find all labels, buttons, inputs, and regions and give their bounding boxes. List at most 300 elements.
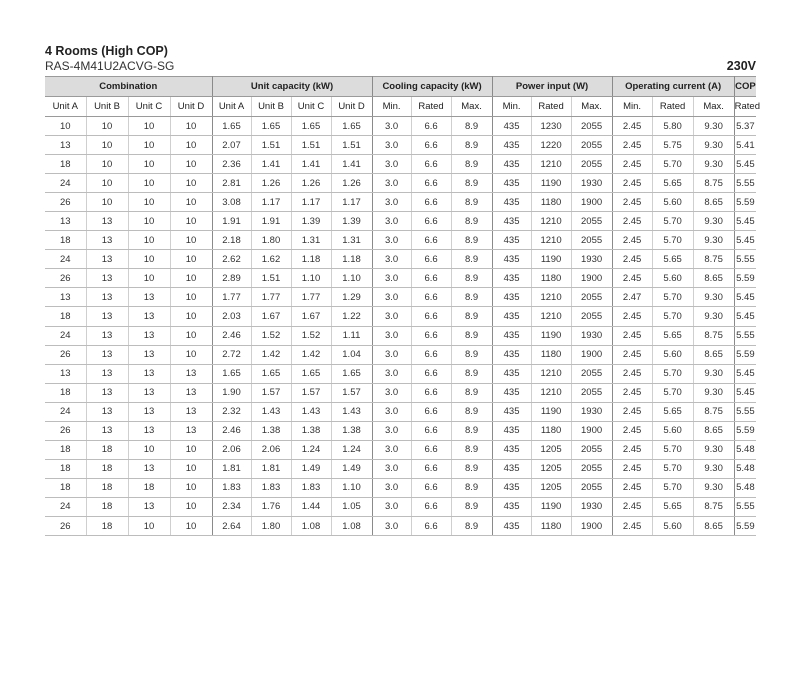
table-cell: 8.9 — [451, 345, 492, 364]
table-cell: 8.9 — [451, 421, 492, 440]
table-cell: 6.6 — [411, 459, 451, 478]
table-cell: 1230 — [531, 117, 571, 136]
table-cell: 2.62 — [212, 250, 251, 269]
table-cell: 3.0 — [372, 174, 411, 193]
table-cell: 5.70 — [652, 288, 693, 307]
table-cell: 435 — [492, 250, 531, 269]
table-cell: 5.45 — [734, 231, 756, 250]
table-cell: 8.75 — [693, 497, 734, 516]
table-cell: 2.07 — [212, 136, 251, 155]
table-cell: 1.90 — [212, 383, 251, 402]
table-cell: 1.44 — [291, 497, 331, 516]
table-cell: 24 — [45, 250, 86, 269]
table-cell: 6.6 — [411, 402, 451, 421]
table-cell: 5.55 — [734, 497, 756, 516]
table-cell: 3.0 — [372, 421, 411, 440]
table-cell: 6.6 — [411, 269, 451, 288]
table-cell: 8.9 — [451, 326, 492, 345]
table-cell: 18 — [45, 231, 86, 250]
column-header: Max. — [693, 97, 734, 117]
table-cell: 5.55 — [734, 174, 756, 193]
table-cell: 13 — [128, 421, 170, 440]
table-cell: 13 — [170, 383, 212, 402]
table-cell: 2055 — [571, 155, 612, 174]
table-cell: 10 — [170, 459, 212, 478]
table-cell: 13 — [45, 136, 86, 155]
table-cell: 10 — [128, 174, 170, 193]
table-cell: 5.65 — [652, 174, 693, 193]
table-cell: 2.45 — [612, 440, 652, 459]
table-cell: 2.45 — [612, 136, 652, 155]
table-cell: 5.70 — [652, 212, 693, 231]
table-cell: 3.0 — [372, 307, 411, 326]
table-cell: 10 — [170, 250, 212, 269]
table-cell: 13 — [86, 250, 128, 269]
table-cell: 8.9 — [451, 364, 492, 383]
table-cell: 435 — [492, 155, 531, 174]
column-header-row — [45, 97, 756, 117]
table-cell: 8.65 — [693, 269, 734, 288]
table-cell: 5.55 — [734, 326, 756, 345]
column-header: Min. — [612, 97, 652, 117]
table-cell: 8.75 — [693, 250, 734, 269]
table-cell: 5.60 — [652, 345, 693, 364]
table-cell: 1.81 — [251, 459, 291, 478]
table-cell: 6.6 — [411, 478, 451, 497]
table-cell: 2.45 — [612, 516, 652, 535]
table-cell: 435 — [492, 193, 531, 212]
table-cell: 9.30 — [693, 155, 734, 174]
table-cell: 8.65 — [693, 193, 734, 212]
table-cell: 1.05 — [331, 497, 372, 516]
table-cell: 5.45 — [734, 212, 756, 231]
table-cell: 5.70 — [652, 307, 693, 326]
column-header: Min. — [372, 97, 411, 117]
table-cell: 435 — [492, 174, 531, 193]
table-cell: 1.26 — [291, 174, 331, 193]
table-cell: 6.6 — [411, 307, 451, 326]
table-cell: 1.17 — [331, 193, 372, 212]
table-cell: 10 — [128, 250, 170, 269]
table-cell: 18 — [45, 307, 86, 326]
voltage-label: 230V — [726, 59, 756, 73]
table-cell: 2.45 — [612, 497, 652, 516]
table-cell: 3.0 — [372, 440, 411, 459]
table-cell: 1.43 — [291, 402, 331, 421]
table-cell: 8.65 — [693, 421, 734, 440]
table-cell: 18 — [45, 478, 86, 497]
table-cell: 1930 — [571, 174, 612, 193]
table-cell: 2055 — [571, 136, 612, 155]
table-cell: 5.70 — [652, 364, 693, 383]
table-cell: 13 — [86, 307, 128, 326]
table-cell: 1.08 — [331, 516, 372, 535]
table-cell: 3.0 — [372, 326, 411, 345]
table-cell: 5.65 — [652, 326, 693, 345]
table-cell: 2.45 — [612, 212, 652, 231]
table-cell: 8.65 — [693, 345, 734, 364]
table-cell: 2.45 — [612, 345, 652, 364]
table-cell: 10 — [170, 307, 212, 326]
table-cell: 6.6 — [411, 250, 451, 269]
table-cell: 8.9 — [451, 307, 492, 326]
table-row — [45, 383, 756, 402]
table-cell: 13 — [128, 364, 170, 383]
table-cell: 6.6 — [411, 136, 451, 155]
table-cell: 10 — [128, 231, 170, 250]
table-cell: 2.45 — [612, 421, 652, 440]
table-cell: 13 — [86, 326, 128, 345]
table-cell: 3.0 — [372, 402, 411, 421]
table-cell: 5.70 — [652, 231, 693, 250]
table-cell: 9.30 — [693, 212, 734, 231]
table-cell: 1.65 — [291, 117, 331, 136]
table-cell: 1.29 — [331, 288, 372, 307]
table-cell: 2.06 — [251, 440, 291, 459]
table-cell: 6.6 — [411, 155, 451, 174]
table-cell: 8.9 — [451, 383, 492, 402]
table-cell: 3.0 — [372, 516, 411, 535]
table-cell: 1.91 — [251, 212, 291, 231]
table-cell: 1.38 — [331, 421, 372, 440]
table-cell: 8.9 — [451, 288, 492, 307]
table-cell: 8.75 — [693, 174, 734, 193]
table-cell: 2055 — [571, 478, 612, 497]
table-cell: 6.6 — [411, 516, 451, 535]
table-cell: 1.51 — [331, 136, 372, 155]
table-cell: 13 — [86, 288, 128, 307]
table-cell: 5.48 — [734, 440, 756, 459]
table-cell: 5.59 — [734, 193, 756, 212]
table-cell: 26 — [45, 269, 86, 288]
table-cell: 5.80 — [652, 117, 693, 136]
table-cell: 3.0 — [372, 212, 411, 231]
table-cell: 435 — [492, 383, 531, 402]
table-cell: 1.65 — [291, 364, 331, 383]
table-cell: 1180 — [531, 345, 571, 364]
table-cell: 1190 — [531, 497, 571, 516]
table-cell: 3.0 — [372, 250, 411, 269]
group-header-cop: COP — [734, 77, 756, 97]
table-cell: 1.52 — [291, 326, 331, 345]
table-cell: 1.17 — [291, 193, 331, 212]
table-cell: 1.91 — [212, 212, 251, 231]
table-cell: 2.72 — [212, 345, 251, 364]
table-cell: 5.60 — [652, 269, 693, 288]
table-cell: 8.65 — [693, 516, 734, 535]
table-cell: 8.9 — [451, 231, 492, 250]
table-row — [45, 440, 756, 459]
table-cell: 1.51 — [251, 136, 291, 155]
table-cell: 1.65 — [251, 117, 291, 136]
table-cell: 435 — [492, 212, 531, 231]
table-cell: 2.03 — [212, 307, 251, 326]
table-cell: 3.0 — [372, 231, 411, 250]
table-cell: 5.55 — [734, 250, 756, 269]
table-cell: 1900 — [571, 516, 612, 535]
table-cell: 8.9 — [451, 212, 492, 231]
table-cell: 5.59 — [734, 516, 756, 535]
table-cell: 18 — [45, 459, 86, 478]
table-cell: 2055 — [571, 212, 612, 231]
table-cell: 1930 — [571, 326, 612, 345]
table-cell: 1.81 — [212, 459, 251, 478]
table-cell: 13 — [86, 364, 128, 383]
table-cell: 26 — [45, 421, 86, 440]
table-cell: 5.60 — [652, 193, 693, 212]
table-cell: 1930 — [571, 402, 612, 421]
table-cell: 1.52 — [251, 326, 291, 345]
table-cell: 8.9 — [451, 516, 492, 535]
table-cell: 1.42 — [291, 345, 331, 364]
table-cell: 5.55 — [734, 402, 756, 421]
table-cell: 13 — [170, 421, 212, 440]
table-cell: 13 — [170, 402, 212, 421]
table-row — [45, 193, 756, 212]
table-cell: 10 — [170, 136, 212, 155]
table-cell: 2055 — [571, 117, 612, 136]
table-cell: 3.0 — [372, 155, 411, 174]
table-cell: 13 — [128, 497, 170, 516]
group-header-operating-current: Operating current (A) — [612, 77, 734, 97]
column-header: Max. — [571, 97, 612, 117]
table-cell: 1210 — [531, 231, 571, 250]
table-cell: 1.51 — [291, 136, 331, 155]
table-cell: 2.34 — [212, 497, 251, 516]
table-cell: 10 — [86, 117, 128, 136]
table-cell: 1.11 — [331, 326, 372, 345]
table-cell: 26 — [45, 345, 86, 364]
table-cell: 3.0 — [372, 459, 411, 478]
table-cell: 10 — [170, 174, 212, 193]
table-cell: 10 — [170, 516, 212, 535]
table-cell: 1.39 — [291, 212, 331, 231]
table-cell: 1.17 — [251, 193, 291, 212]
table-cell: 1.57 — [291, 383, 331, 402]
table-cell: 3.0 — [372, 288, 411, 307]
table-cell: 9.30 — [693, 383, 734, 402]
table-cell: 2055 — [571, 231, 612, 250]
table-cell: 1.39 — [331, 212, 372, 231]
table-cell: 1.18 — [291, 250, 331, 269]
table-cell: 8.9 — [451, 136, 492, 155]
table-cell: 5.65 — [652, 497, 693, 516]
table-cell: 6.6 — [411, 364, 451, 383]
table-cell: 1.10 — [291, 269, 331, 288]
table-cell: 1.83 — [291, 478, 331, 497]
table-cell: 10 — [128, 212, 170, 231]
group-header-unit-capacity: Unit capacity (kW) — [212, 77, 372, 97]
table-cell: 435 — [492, 459, 531, 478]
table-cell: 10 — [170, 288, 212, 307]
table-cell: 1190 — [531, 174, 571, 193]
table-row — [45, 326, 756, 345]
table-cell: 1.38 — [291, 421, 331, 440]
table-cell: 1.65 — [331, 364, 372, 383]
column-header: Unit C — [128, 97, 170, 117]
table-cell: 10 — [170, 345, 212, 364]
table-cell: 1.67 — [251, 307, 291, 326]
table-cell: 8.9 — [451, 250, 492, 269]
table-cell: 5.70 — [652, 478, 693, 497]
table-cell: 435 — [492, 497, 531, 516]
table-row — [45, 269, 756, 288]
table-cell: 2.45 — [612, 326, 652, 345]
table-cell: 9.30 — [693, 440, 734, 459]
table-cell: 6.6 — [411, 231, 451, 250]
table-cell: 18 — [86, 440, 128, 459]
table-row — [45, 174, 756, 193]
table-cell: 5.65 — [652, 250, 693, 269]
table-cell: 1.83 — [251, 478, 291, 497]
table-cell: 5.45 — [734, 383, 756, 402]
table-row — [45, 364, 756, 383]
table-cell: 1.26 — [251, 174, 291, 193]
table-cell: 1180 — [531, 421, 571, 440]
table-cell: 1.24 — [331, 440, 372, 459]
table-cell: 10 — [170, 478, 212, 497]
table-cell: 1220 — [531, 136, 571, 155]
table-cell: 5.37 — [734, 117, 756, 136]
table-cell: 3.0 — [372, 478, 411, 497]
table-cell: 13 — [45, 212, 86, 231]
table-cell: 13 — [86, 345, 128, 364]
table-cell: 6.6 — [411, 421, 451, 440]
table-cell: 10 — [170, 117, 212, 136]
table-cell: 13 — [86, 421, 128, 440]
table-cell: 9.30 — [693, 307, 734, 326]
table-cell: 435 — [492, 345, 531, 364]
table-cell: 2055 — [571, 364, 612, 383]
table-cell: 1.10 — [331, 478, 372, 497]
table-cell: 6.6 — [411, 497, 451, 516]
table-cell: 435 — [492, 269, 531, 288]
table-cell: 1.65 — [331, 117, 372, 136]
table-cell: 13 — [128, 402, 170, 421]
table-cell: 10 — [170, 326, 212, 345]
table-cell: 2.45 — [612, 117, 652, 136]
column-header: Unit A — [45, 97, 86, 117]
table-cell: 13 — [45, 288, 86, 307]
table-cell: 10 — [128, 516, 170, 535]
table-cell: 5.75 — [652, 136, 693, 155]
table-cell: 6.6 — [411, 345, 451, 364]
table-cell: 9.30 — [693, 117, 734, 136]
table-cell: 8.9 — [451, 440, 492, 459]
table-cell: 1.18 — [331, 250, 372, 269]
table-cell: 1.42 — [251, 345, 291, 364]
table-cell: 8.9 — [451, 155, 492, 174]
table-cell: 2.45 — [612, 402, 652, 421]
table-cell: 5.70 — [652, 155, 693, 174]
table-cell: 8.9 — [451, 117, 492, 136]
table-row — [45, 421, 756, 440]
table-cell: 435 — [492, 421, 531, 440]
table-cell: 8.9 — [451, 478, 492, 497]
table-cell: 1210 — [531, 364, 571, 383]
table-cell: 13 — [128, 288, 170, 307]
table-cell: 5.70 — [652, 459, 693, 478]
table-cell: 1.67 — [291, 307, 331, 326]
table-cell: 13 — [128, 307, 170, 326]
table-cell: 10 — [45, 117, 86, 136]
table-title: 4 Rooms (High COP) — [45, 44, 168, 58]
spec-table — [45, 76, 760, 536]
table-cell: 5.60 — [652, 516, 693, 535]
table-cell: 8.75 — [693, 402, 734, 421]
table-cell: 9.30 — [693, 136, 734, 155]
table-cell: 8.9 — [451, 402, 492, 421]
table-row — [45, 478, 756, 497]
table-cell: 435 — [492, 402, 531, 421]
table-cell: 3.0 — [372, 383, 411, 402]
table-row — [45, 345, 756, 364]
table-cell: 2.45 — [612, 193, 652, 212]
table-cell: 6.6 — [411, 326, 451, 345]
table-cell: 1.77 — [212, 288, 251, 307]
table-cell: 10 — [170, 440, 212, 459]
table-cell: 1210 — [531, 288, 571, 307]
table-cell: 2.45 — [612, 459, 652, 478]
table-cell: 2.45 — [612, 174, 652, 193]
table-cell: 1180 — [531, 516, 571, 535]
table-row — [45, 117, 756, 136]
table-cell: 1.57 — [251, 383, 291, 402]
table-row — [45, 155, 756, 174]
table-cell: 10 — [170, 497, 212, 516]
table-cell: 1.04 — [331, 345, 372, 364]
table-cell: 1.43 — [331, 402, 372, 421]
table-cell: 2.32 — [212, 402, 251, 421]
table-cell: 2.45 — [612, 478, 652, 497]
table-cell: 1900 — [571, 421, 612, 440]
table-cell: 1205 — [531, 440, 571, 459]
column-header: Rated — [411, 97, 451, 117]
table-cell: 5.45 — [734, 155, 756, 174]
table-cell: 2.64 — [212, 516, 251, 535]
table-cell: 8.9 — [451, 174, 492, 193]
table-cell: 2055 — [571, 459, 612, 478]
table-cell: 8.9 — [451, 193, 492, 212]
table-cell: 6.6 — [411, 212, 451, 231]
table-cell: 2.45 — [612, 155, 652, 174]
table-cell: 3.08 — [212, 193, 251, 212]
table-cell: 13 — [86, 231, 128, 250]
table-cell: 2.45 — [612, 231, 652, 250]
table-cell: 13 — [128, 326, 170, 345]
table-cell: 10 — [86, 193, 128, 212]
table-cell: 18 — [128, 478, 170, 497]
table-cell: 1210 — [531, 307, 571, 326]
table-cell: 5.59 — [734, 345, 756, 364]
table-cell: 1900 — [571, 345, 612, 364]
table-cell: 10 — [86, 136, 128, 155]
table-cell: 18 — [45, 155, 86, 174]
table-cell: 24 — [45, 402, 86, 421]
table-cell: 2.46 — [212, 421, 251, 440]
table-cell: 2055 — [571, 440, 612, 459]
table-cell: 1.65 — [251, 364, 291, 383]
table-cell: 5.70 — [652, 383, 693, 402]
table-cell: 13 — [45, 364, 86, 383]
column-header: Rated — [531, 97, 571, 117]
table-cell: 1.83 — [212, 478, 251, 497]
table-cell: 2.45 — [612, 250, 652, 269]
table-cell: 1.31 — [331, 231, 372, 250]
table-cell: 24 — [45, 326, 86, 345]
table-cell: 2.45 — [612, 364, 652, 383]
table-cell: 8.9 — [451, 269, 492, 288]
